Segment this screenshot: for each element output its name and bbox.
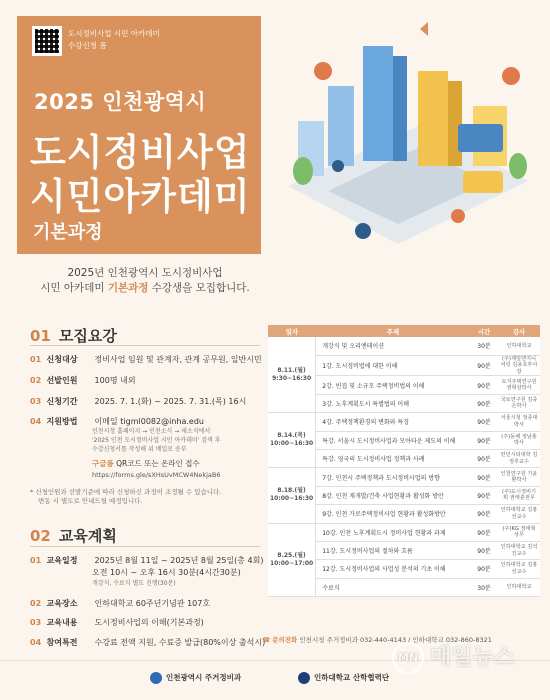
duration-cell: 30분 <box>470 337 498 355</box>
instructor-cell: 인하대학교 <box>498 337 540 355</box>
duration-cell: 90분 <box>470 468 498 486</box>
instructor-cell: (주)도시정비기획 권태훈전무 <box>498 486 540 504</box>
instructor-cell: 인하대학교 김석진교수 <box>498 541 540 559</box>
duration-cell: 90분 <box>470 413 498 431</box>
topic-cell: 10강. 인천 노후계획도시 정비사업 현황과 과제 <box>316 523 470 541</box>
watermark-text: 매일뉴스 <box>430 645 516 670</box>
divider <box>30 546 260 547</box>
instructor-cell: 인하대학교 김홍선교수 <box>498 560 540 578</box>
section-number: 01 <box>30 327 51 345</box>
divider <box>30 345 260 346</box>
qr-pattern <box>35 29 59 53</box>
recruit-item <box>30 416 204 427</box>
duration-cell: 90분 <box>470 541 498 559</box>
logo-incheon <box>150 672 241 684</box>
item-value: 100명 내외 <box>94 376 136 385</box>
plan-item <box>30 637 265 648</box>
year-city: 2025 인천광역시 <box>34 90 207 114</box>
logo-incheon-text: 인천광역시 주거정비과 <box>166 673 242 682</box>
table-row <box>268 468 540 486</box>
instructor-cell: 런던시티대학 김정후교수 <box>498 449 540 467</box>
item-number: 01 <box>30 556 42 565</box>
section-recruit-heading <box>30 325 117 346</box>
item-number: 03 <box>30 618 42 627</box>
google-form-line <box>92 458 200 469</box>
contact-text: 인천시청 주거정비과 032-440-4143 / 인하대학교 032-860-8321 <box>299 636 492 644</box>
session-date: 8.11.(월) <box>277 366 306 374</box>
intro-line2 <box>0 281 290 296</box>
table-row <box>268 337 540 355</box>
table-row <box>268 523 540 541</box>
duration-cell: 90분 <box>470 486 498 504</box>
schedule-line2: 오전 10시 ~ 오후 16시 30분(4시간30분) <box>92 568 241 577</box>
item-number: 04 <box>30 638 42 647</box>
schedule-table <box>268 325 540 597</box>
duration-cell: 90분 <box>470 394 498 412</box>
qr-caption <box>68 28 160 52</box>
date-cell <box>268 413 316 468</box>
logo-inha-text: 인하대학교 산학협력단 <box>314 673 390 682</box>
col-header-topic: 주제 <box>316 325 470 337</box>
item-number: 02 <box>30 599 42 608</box>
col-header-date: 일자 <box>268 325 316 337</box>
instructor-cell: 인하대학교 <box>498 578 540 596</box>
topic-cell: 4강. 주택정책환경의 변화와 특징 <box>316 413 470 431</box>
contact-label: 문의전화 <box>272 636 298 644</box>
google-form-url[interactable]: https://forms.gle/sXHsUvMCW4NekjaB6 <box>92 471 221 479</box>
item-key: 참여특전 <box>46 638 78 647</box>
item-value: 도시정비사업의 이해(기본과정) <box>94 618 204 627</box>
qr-code[interactable] <box>32 26 62 56</box>
topic-cell: 7강. 인천시 주택정책과 도시정비사업의 방향 <box>316 468 470 486</box>
date-cell <box>268 337 316 413</box>
instructor-cell: (주)동해 정남홍박사 <box>498 431 540 449</box>
topic-cell: 2강. 빈집 및 소규모 주택정비법의 이해 <box>316 376 470 394</box>
plan-item <box>30 598 210 609</box>
item-value: 인하대학교 60주년기념관 107호 <box>94 599 211 608</box>
item-key: 교육일정 <box>46 556 78 565</box>
instructor-cell: 토지주택연구원 권혁삼박사 <box>498 376 540 394</box>
email-link[interactable]: 이메일 tigml0082@inha.edu <box>94 417 204 426</box>
date-cell <box>268 468 316 523</box>
item-number: 04 <box>30 417 42 426</box>
section-title: 모집요강 <box>58 327 117 345</box>
topic-cell: 수료식 <box>316 578 470 596</box>
item-value: 2025. 7. 1.(화) ~ 2025. 7. 31.(목) 16시 <box>94 397 247 406</box>
duration-cell: 90분 <box>470 376 498 394</box>
intro-line1: 2025년 인천광역시 도시정비사업 <box>67 267 223 279</box>
section-title: 교육계획 <box>58 527 117 545</box>
recruit-item <box>30 354 262 365</box>
item-key: 신청대상 <box>46 355 78 364</box>
topic-cell: 특강. 서울시 도시정비사업과 모아타운 제도의 이해 <box>316 431 470 449</box>
session-time: 10:00~16:30 <box>270 440 314 448</box>
table-header-row <box>268 325 540 337</box>
section-number: 02 <box>30 527 51 545</box>
topic-cell: 1강. 도시정비법에 대한 이해 <box>316 355 470 376</box>
intro-line2-pre: 시민 아카데미 <box>40 282 108 294</box>
section-plan-heading <box>30 525 117 546</box>
logo-inha <box>298 672 389 684</box>
method-detail-1: 인천시청 홈페이지 → 인천소식 → 새소식에서 <box>92 428 211 435</box>
col-header-time: 시간 <box>470 325 498 337</box>
session-time: 10:00~16:30 <box>270 495 314 503</box>
duration-cell: 90분 <box>470 523 498 541</box>
col-header-instructor: 강사 <box>498 325 540 337</box>
google-form-label: 구글폼 <box>92 459 114 468</box>
title-line2: 시민아카데미 <box>30 175 251 218</box>
topic-cell: 개강식 및 오리엔테이션 <box>316 337 470 355</box>
instructor-cell: 인하대학교 김홍선교수 <box>498 505 540 523</box>
topic-cell: 8강. 인천 재개발/건축 사업현황과 활성화 방안 <box>316 486 470 504</box>
date-cell <box>268 523 316 597</box>
instructor-cell: (주)제일엔지니어링 김용호부사장 <box>498 355 540 376</box>
plan-item <box>30 617 204 628</box>
session-date: 8.25.(월) <box>277 551 306 559</box>
instructor-cell: (주)KG 정태혁상무 <box>498 523 540 541</box>
item-value: 2025년 8월 11일 ~ 2025년 8월 25일(총 4회) <box>94 556 264 565</box>
intro-text <box>0 266 290 296</box>
duration-cell: 90분 <box>470 505 498 523</box>
method-detail-3: 수강신청서를 작성해 위 메일로 송부 <box>92 446 187 453</box>
session-time: 10:00~17:00 <box>270 559 314 567</box>
item-key: 교육장소 <box>46 599 78 608</box>
duration-cell: 90분 <box>470 355 498 376</box>
duration-cell: 30분 <box>470 578 498 596</box>
note-line2: 변동 시 별도로 안내드릴 예정입니다. <box>38 497 143 505</box>
item-number: 01 <box>30 355 42 364</box>
topic-cell: 12강. 도시정비사업의 사업성 분석의 기초 이해 <box>316 560 470 578</box>
subtitle: 기본과정 <box>33 222 103 243</box>
intro-highlight: 기본과정 <box>107 282 149 294</box>
item-key: 신청기간 <box>46 397 78 406</box>
phone-icon: ☎ <box>262 636 271 644</box>
incheon-logo-icon <box>150 672 162 684</box>
instructor-cell: 인천연구원 기윤환박사 <box>498 468 540 486</box>
session-time: 9:30~16:30 <box>272 374 312 382</box>
inha-logo-icon <box>298 672 310 684</box>
topic-cell: 11강. 도시정비사업의 절차와 흐름 <box>316 541 470 559</box>
session-date: 8.14.(목) <box>277 432 306 440</box>
instructor-cell: 서울시청 정종대박사 <box>498 413 540 431</box>
qr-caption-line2: 수강신청 폼 <box>68 41 107 50</box>
title-line1: 도시정비사업 <box>30 131 251 174</box>
item-value: 수강료 전액 지원, 수료증 발급(80%이상 출석시) <box>94 638 266 647</box>
topic-cell: 특강. 영국의 도시정비사업 정책과 사례 <box>316 449 470 467</box>
qr-caption-line1: 도시정비사업 시민 아카데미 <box>68 29 160 38</box>
recruit-item <box>30 396 246 407</box>
duration-cell: 90분 <box>470 560 498 578</box>
table-row <box>268 413 540 431</box>
intro-line2-post: 수강생을 모집합니다. <box>148 282 250 294</box>
watermark-badge: MN <box>392 642 424 674</box>
session-date: 8.18.(월) <box>277 487 306 495</box>
topic-cell: 9강. 인천 가로주택정비사업 현황과 활성화방안 <box>316 505 470 523</box>
schedule-note: 개강식, 수료식 별도 진행(30분) <box>92 580 176 587</box>
plan-item <box>30 555 263 566</box>
item-key: 선발인원 <box>46 376 78 385</box>
item-number: 03 <box>30 397 42 406</box>
city-illustration <box>268 16 538 256</box>
duration-cell: 90분 <box>470 449 498 467</box>
duration-cell: 90분 <box>470 431 498 449</box>
recruit-item <box>30 375 136 386</box>
item-value: 정비사업 임원 및 관계자, 관계 공무원, 일반시민 <box>94 355 262 364</box>
method-detail-2: '2025 인천 도시정비사업 시민 아카데미' 검색 후 <box>92 437 221 444</box>
instructor-cell: 국토연구원 김중은박사 <box>498 394 540 412</box>
google-form-text: QR코드 또는 온라인 접수 <box>113 459 200 468</box>
topic-cell: 3강. 노후계획도시 특별법의 이해 <box>316 394 470 412</box>
note-line1: * 신청인원과 선발기준에 따라 신청하신 과정이 조정될 수 있습니다. <box>30 488 222 496</box>
item-number: 02 <box>30 376 42 385</box>
item-key: 지원방법 <box>46 417 78 426</box>
item-key: 교육내용 <box>46 618 78 627</box>
